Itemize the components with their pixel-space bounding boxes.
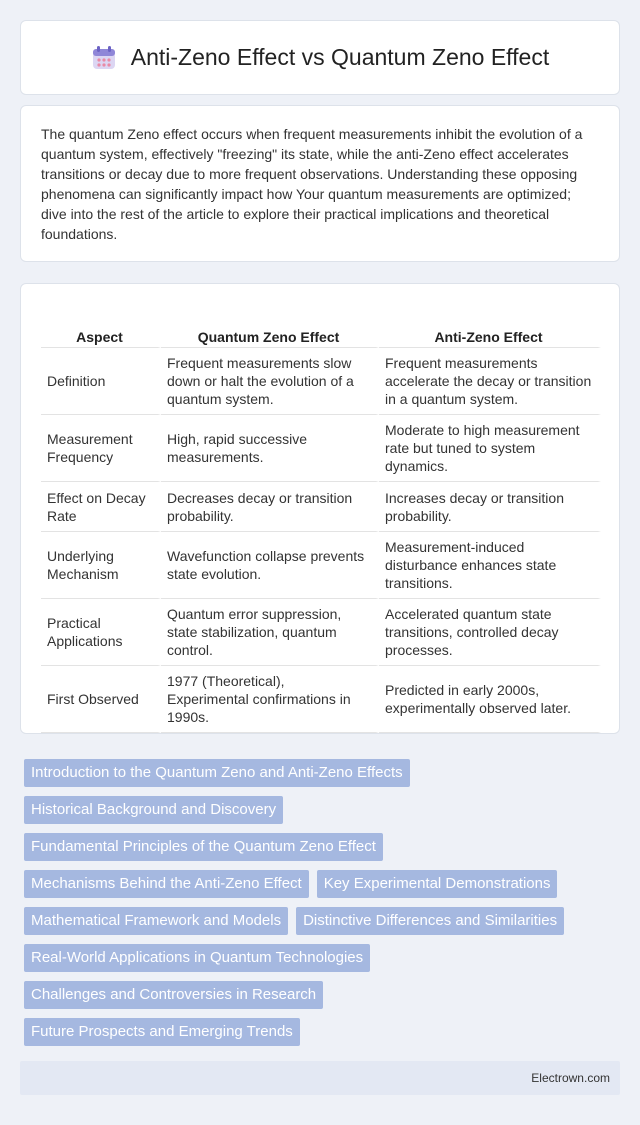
row-aspect: Effect on Decay Rate: [41, 482, 161, 532]
topic-link-differences-similarities[interactable]: Distinctive Differences and Similarities: [296, 907, 564, 935]
topic-link-challenges[interactable]: Challenges and Controversies in Research: [24, 981, 323, 1009]
table-row: [41, 348, 601, 415]
comparison-table-card: [20, 283, 620, 734]
topic-link-fundamental-principles[interactable]: Fundamental Principles of the Quantum Zeno Effect: [24, 833, 383, 861]
column-header-quantum-zeno: Quantum Zeno Effect: [161, 304, 379, 348]
row-quantum-zeno-value: 1977 (Theoretical), Experimental confirmations in 1990s.: [161, 666, 379, 733]
table-row: [41, 532, 601, 599]
row-anti-zeno-value: Measurement-induced disturbance enhances state transitions.: [379, 532, 601, 599]
topic-link-real-world-applications[interactable]: Real-World Applications in Quantum Technologies: [24, 944, 370, 972]
row-quantum-zeno-value: Quantum error suppression, state stabilization, quantum control.: [161, 599, 379, 666]
table-row: [41, 666, 601, 733]
row-anti-zeno-value: Increases decay or transition probability.: [379, 482, 601, 532]
row-anti-zeno-value: Moderate to high measurement rate but tuned to system dynamics.: [379, 415, 601, 482]
header-card: [20, 20, 620, 95]
intro-card: [20, 105, 620, 262]
page-title: Anti-Zeno Effect vs Quantum Zeno Effect: [130, 44, 550, 70]
row-aspect: Underlying Mechanism: [41, 532, 161, 599]
related-topics: [24, 759, 624, 1055]
column-header-aspect: Aspect: [41, 304, 161, 348]
table-row: [41, 482, 601, 532]
table-header-row: [41, 304, 601, 348]
row-quantum-zeno-value: Wavefunction collapse prevents state evolution.: [161, 532, 379, 599]
topic-link-experimental-demonstrations[interactable]: Key Experimental Demonstrations: [317, 870, 558, 898]
intro-paragraph: The quantum Zeno effect occurs when frequent measurements inhibit the evolution of a quantum system, effectively "freezing" its state, while the anti-Zeno effect accelerates transitions or decay due to more frequent observations. Understanding these opposing phenomena can significantly impact how Your quantum measurements are optimized; dive into the rest of the article to explore their practical implications and theoretical foundations.: [41, 126, 583, 242]
comparison-table: [41, 304, 601, 733]
topic-link-future-prospects[interactable]: Future Prospects and Emerging Trends: [24, 1018, 300, 1046]
topic-link-mathematical-framework[interactable]: Mathematical Framework and Models: [24, 907, 288, 935]
topic-link-historical-background[interactable]: Historical Background and Discovery: [24, 796, 283, 824]
row-quantum-zeno-value: High, rapid successive measurements.: [161, 415, 379, 482]
row-quantum-zeno-value: Frequent measurements slow down or halt the evolution of a quantum system.: [161, 348, 379, 415]
table-row: [41, 599, 601, 666]
row-quantum-zeno-value: Decreases decay or transition probability.: [161, 482, 379, 532]
row-anti-zeno-value: Frequent measurements accelerate the decay or transition in a quantum system.: [379, 348, 601, 415]
row-aspect: Definition: [41, 348, 161, 415]
topic-link-mechanisms[interactable]: Mechanisms Behind the Anti-Zeno Effect: [24, 870, 309, 898]
row-anti-zeno-value: Predicted in early 2000s, experimentally observed later.: [379, 666, 601, 733]
footer: [20, 1061, 620, 1095]
row-aspect: First Observed: [41, 666, 161, 733]
table-row: [41, 415, 601, 482]
calendar-icon: [91, 45, 117, 71]
row-aspect: Measurement Frequency: [41, 415, 161, 482]
column-header-anti-zeno: Anti-Zeno Effect: [379, 304, 601, 348]
topic-link-introduction[interactable]: Introduction to the Quantum Zeno and Anti-Zeno Effects: [24, 759, 410, 787]
row-aspect: Practical Applications: [41, 599, 161, 666]
footer-brand[interactable]: Electrown.com: [531, 1071, 610, 1085]
row-anti-zeno-value: Accelerated quantum state transitions, controlled decay processes.: [379, 599, 601, 666]
